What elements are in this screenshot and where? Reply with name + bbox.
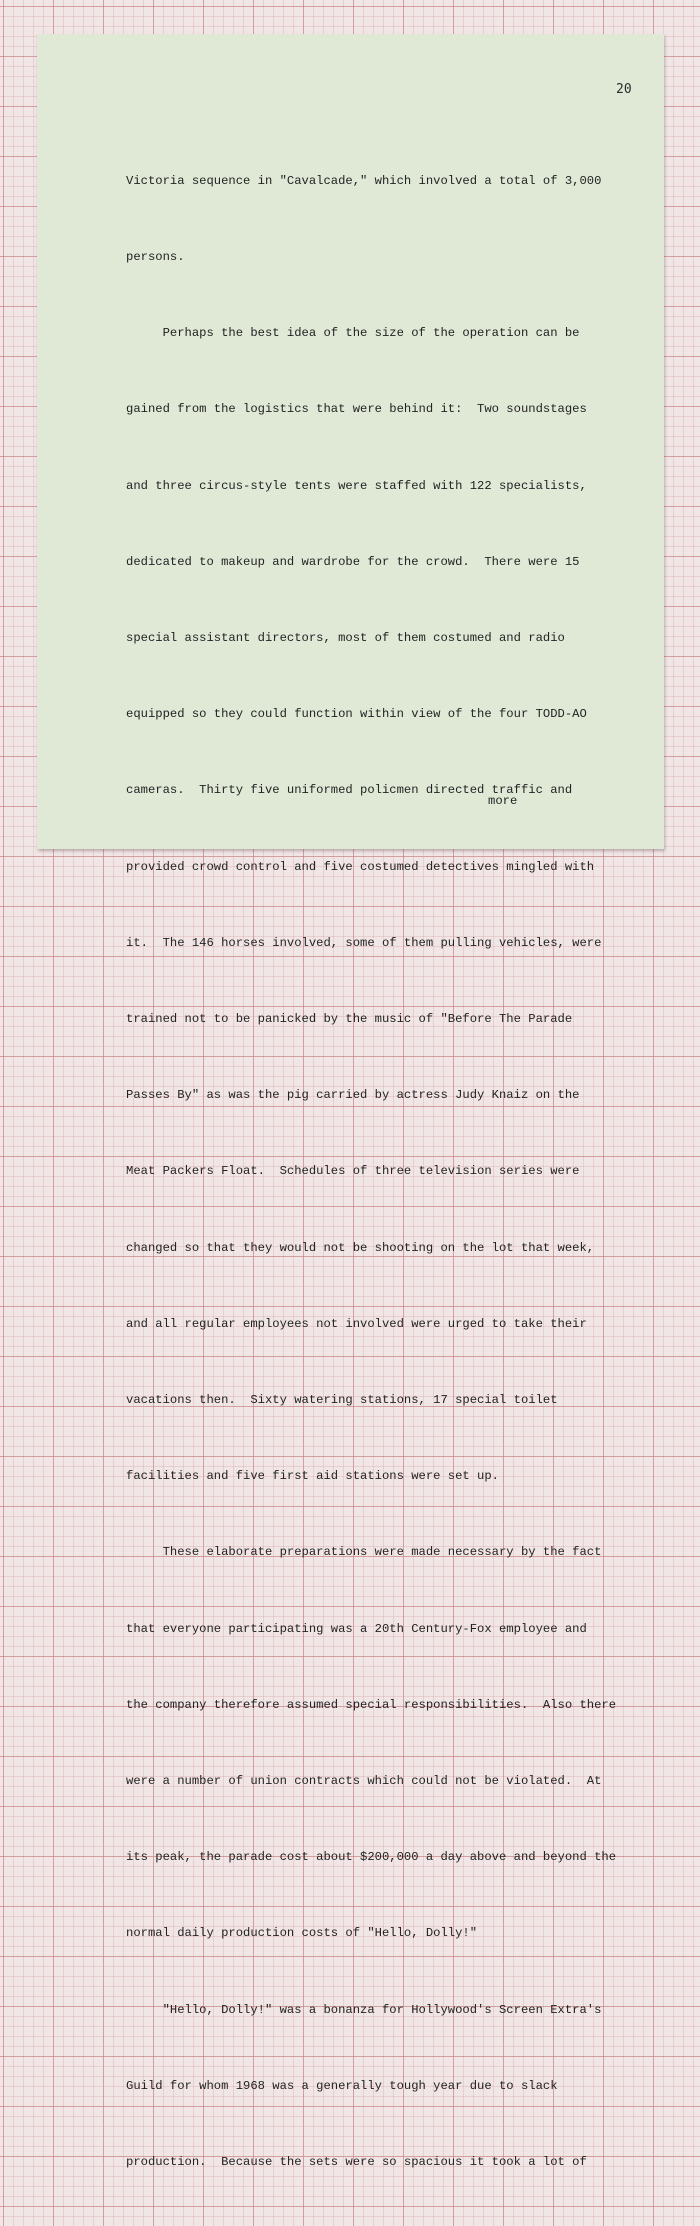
- text-line: cameras. Thirty five uniformed policmen directed traffic and: [126, 783, 573, 798]
- text-line: These elaborate preparations were made necessary by the fact: [126, 1545, 602, 1560]
- text-line: Guild for whom 1968 was a generally tough year due to slack: [126, 2078, 558, 2093]
- text-line: it. The 146 horses involved, some of them pulling vehicles, were: [126, 935, 602, 950]
- text-line: the company therefore assumed special responsibilities. Also there: [126, 1697, 617, 1712]
- text-line: equipped so they could function within view of the four TODD-AO: [126, 707, 587, 722]
- text-line: normal daily production costs of "Hello, Dolly!": [126, 1926, 478, 1941]
- text-line: gained from the logistics that were behind it: Two soundstages: [126, 402, 587, 417]
- text-line: persons.: [126, 250, 185, 265]
- text-line: "Hello, Dolly!" was a bonanza for Hollywood's Screen Extra's: [126, 2002, 602, 2017]
- text-line: that everyone participating was a 20th Century-Fox employee and: [126, 1621, 587, 1636]
- text-line: and all regular employees not involved were urged to take their: [126, 1316, 587, 1331]
- typewritten-page: [37, 34, 664, 2170]
- text-line: Meat Packers Float. Schedules of three television series were: [126, 1164, 580, 1179]
- text-line: were a number of union contracts which could not be violated. At: [126, 1774, 602, 1789]
- text-line: production. Because the sets were so spacious it took a lot of: [126, 2155, 587, 2170]
- text-line: trained not to be panicked by the music of "Before The Parade: [126, 1012, 573, 1027]
- text-line: special assistant directors, most of them costumed and radio: [126, 631, 565, 646]
- page-number: 20: [616, 82, 632, 97]
- text-line: facilities and five first aid stations were set up.: [126, 1469, 499, 1484]
- text-line: Victoria sequence in "Cavalcade," which involved a total of 3,000: [126, 173, 602, 188]
- text-line: and three circus-style tents were staffed with 122 specialists,: [126, 478, 587, 493]
- text-line: Perhaps the best idea of the size of the operation can be: [126, 326, 580, 341]
- continuation-marker: more: [488, 794, 518, 808]
- body-text: [126, 118, 641, 2226]
- text-line: its peak, the parade cost about $200,000 a day above and beyond the: [126, 1850, 617, 1865]
- text-line: changed so that they would not be shooting on the lot that week,: [126, 1240, 595, 1255]
- text-line: provided crowd control and five costumed detectives mingled with: [126, 859, 595, 874]
- text-line: Passes By" as was the pig carried by actress Judy Knaiz on the: [126, 1088, 580, 1103]
- text-line: vacations then. Sixty watering stations, 17 special toilet: [126, 1393, 558, 1408]
- text-line: dedicated to makeup and wardrobe for the crowd. There were 15: [126, 554, 580, 569]
